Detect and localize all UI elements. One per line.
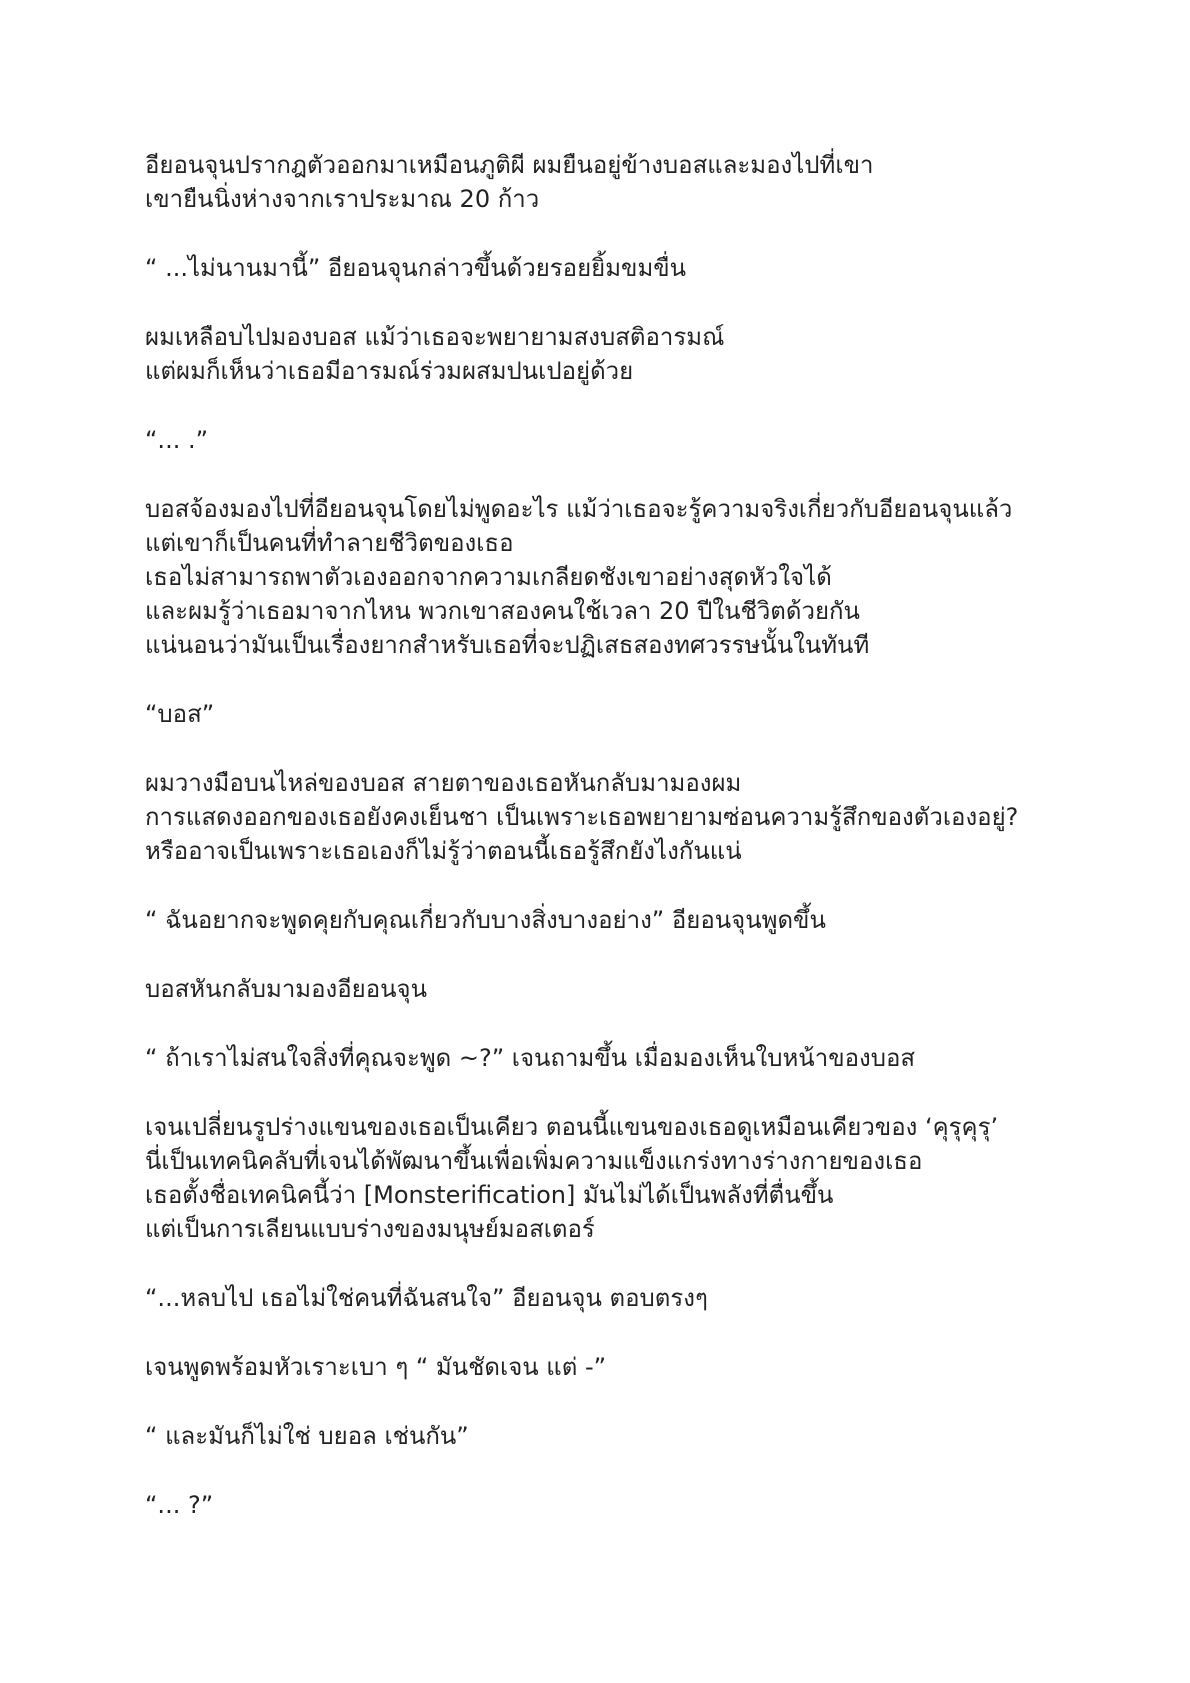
text-line: เจนเปลี่ยนรูปร่างแขนของเธอเป็นเคียว ตอนนี้แขนของเธอดูเหมือนเคียวของ ‘คุรุคุรุ’ bbox=[145, 1113, 999, 1141]
paragraph bbox=[145, 1419, 1045, 1453]
paragraph bbox=[145, 492, 1045, 662]
text-line: เธอตั้งชื่อเทคนิคนี้ว่า [Monsterification] มันไม่ได้เป็นพลังที่ตื่นขึ้น bbox=[145, 1181, 834, 1209]
paragraph bbox=[145, 1488, 1045, 1522]
text-line: เจนพูดพร้อมหัวเราะเบา ๆ “ มันชัดเจน แต่ -” bbox=[145, 1353, 607, 1381]
text-line: อียอนจุนปรากฎตัวออกมาเหมือนภูติผี ผมยืนอยู่ข้างบอสและมองไปที่เขา bbox=[145, 151, 874, 179]
text-line: และผมรู้ว่าเธอมาจากไหน พวกเขาสองคนใช้เวลา 20 ปีในชีวิตด้วยกัน bbox=[145, 597, 860, 625]
text-line: แต่เขาก็เป็นคนที่ทำลายชีวิตของเธอ bbox=[145, 529, 514, 557]
text-line: แน่นอนว่ามันเป็นเรื่องยากสำหรับเธอที่จะปฏิเสธสองทศวรรษนั้นในทันที bbox=[145, 631, 870, 659]
document-body bbox=[145, 148, 1045, 1557]
text-line: “บอส” bbox=[145, 700, 215, 728]
text-line: การแสดงออกของเธอยังคงเย็นชา เป็นเพราะเธอพยายามซ่อนความรู้สึกของตัวเองอยู่? bbox=[145, 803, 1019, 831]
text-line: แต่เป็นการเลียนแบบร่างของมนุษย์มอสเตอร์ bbox=[145, 1215, 595, 1243]
paragraph bbox=[145, 697, 1045, 731]
paragraph bbox=[145, 148, 1045, 216]
text-line: “ ...ไม่นานมานี้” อียอนจุนกล่าวขึ้นด้วยรอยยิ้มขมขื่น bbox=[145, 254, 687, 282]
text-line: ผมเหลือบไปมองบอส แม้ว่าเธอจะพยายามสงบสติอารมณ์ bbox=[145, 323, 725, 351]
paragraph bbox=[145, 320, 1045, 388]
text-line: เธอไม่สามารถพาตัวเองออกจากความเกลียดชังเขาอย่างสุดหัวใจได้ bbox=[145, 563, 832, 591]
text-line: หรืออาจเป็นเพราะเธอเองก็ไม่รู้ว่าตอนนี้เธอรู้สึกยังไงกันแน่ bbox=[145, 837, 742, 865]
paragraph bbox=[145, 1110, 1045, 1246]
paragraph bbox=[145, 251, 1045, 285]
text-line: นี่เป็นเทคนิคลับที่เจนได้พัฒนาขึ้นเพื่อเพิ่มความแข็งแกร่งทางร่างกายของเธอ bbox=[145, 1147, 923, 1175]
paragraph bbox=[145, 1350, 1045, 1384]
text-line: บอสหันกลับมามองอียอนจุน bbox=[145, 975, 428, 1003]
text-line: “ ถ้าเราไม่สนใจสิ่งที่คุณจะพูด ~?” เจนถามขึ้น เมื่อมองเห็นใบหน้าของบอส bbox=[145, 1044, 916, 1072]
paragraph bbox=[145, 766, 1045, 868]
paragraph bbox=[145, 423, 1045, 457]
text-line: “... .” bbox=[145, 426, 209, 454]
paragraph bbox=[145, 1281, 1045, 1315]
text-line: “ ฉันอยากจะพูดคุยกับคุณเกี่ยวกับบางสิ่งบางอย่าง” อียอนจุนพูดขึ้น bbox=[145, 906, 826, 934]
paragraph bbox=[145, 1041, 1045, 1075]
text-line: เขายืนนิ่งห่างจากเราประมาณ 20 ก้าว bbox=[145, 185, 540, 213]
paragraph bbox=[145, 903, 1045, 937]
text-line: “... ?” bbox=[145, 1491, 214, 1519]
paragraph bbox=[145, 972, 1045, 1006]
text-line: ผมวางมือบนไหล่ของบอส สายตาของเธอหันกลับมามองผม bbox=[145, 769, 742, 797]
text-line: “...หลบไป เธอไม่ใช่คนที่ฉันสนใจ” อียอนจุน ตอบตรงๆ bbox=[145, 1284, 708, 1312]
text-line: บอสจ้องมองไปที่อียอนจุนโดยไม่พูดอะไร แม้ว่าเธอจะรู้ความจริงเกี่ยวกับอียอนจุนแล้ว bbox=[145, 495, 1013, 523]
text-line: “ และมันก็ไม่ใช่ บยอล เช่นกัน” bbox=[145, 1422, 469, 1450]
text-line: แต่ผมก็เห็นว่าเธอมีอารมณ์ร่วมผสมปนเปอยู่ด้วย bbox=[145, 357, 634, 385]
